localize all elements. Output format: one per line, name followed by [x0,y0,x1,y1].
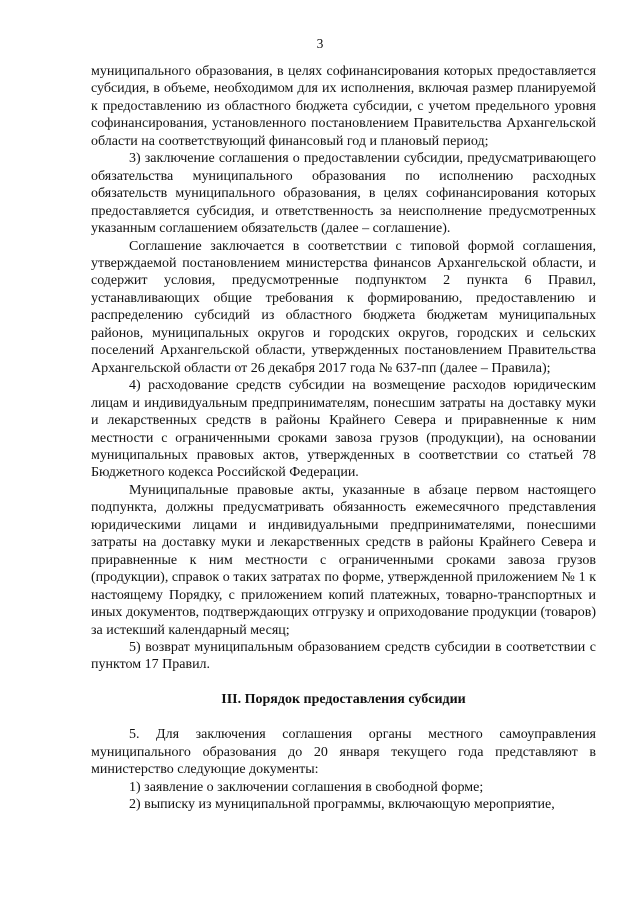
paragraph-continuation: муниципального образования, в целях софинансирования которых предоставляется субсидия, в объеме, необходимом для их исполнения, включая размер планируемой к предоставлению из областного бюджета субсидии, с учетом предельного уровня софинансирования, установленного постановлением Правительства Архангельской области на соответствующий финансовый год и плановый период; [91,64,596,149]
paragraph-clause-5-item-1: 1) заявление о заключении соглашения в свободной форме; [129,779,484,795]
paragraph-agreement: Соглашение заключается в соответствии с типовой формой соглашения, утверждаемой постановлением министерства финансов Архангельской области, и содержит условия, предусмотренные подпунктом 2 пункта 6 Правил, устанавливающих общие требования к формированию, предоставлению и распределению субсидий из областного бюджета бюджетам муниципальных районов, муниципальных округов и городских округов, городских и сельских поселений Архангельской области, утвержденных постановлением Правительства Архангельской области от 26 декабря 2017 года № 637-пп (далее – Правила); [91,238,596,376]
page-number: 3 [316,36,324,51]
section-heading: III. Порядок предоставления субсидии [221,691,466,707]
paragraph-clause-5: 5. Для заключения соглашения органы местного самоуправления муниципального образования до 20 января текущего года представляют в министерство следующие документы: [91,727,596,778]
paragraph-item-5: 5) возврат муниципальным образованием средств субсидии в соответствии с пунктом 17 Правил. [91,639,596,673]
paragraph-item-4: 4) расходование средств субсидии на возмещение расходов юридическим лицам и индивидуальным предпринимателям, понесшим затраты на доставку муки и лекарственных средств в районы Крайнего Севера и приравненные к ним местности с ограниченными сроками завоза грузов (продукции), на основании муниципальных правовых актов, утвержденных в соответствии со статьей 78 Бюджетного кодекса Российской Федерации. [91,378,596,481]
document-body [91,63,596,814]
paragraph-clause-5-item-2: 2) выписку из муниципальной программы, включающую мероприятие, [129,797,555,813]
paragraph-municipal-acts: Муниципальные правовые акты, указанные в абзаце первом настоящего подпункта, должны предусматривать обязанность ежемесячного представления юридическими лицами и индивидуальными предпринимателями, понесшими затраты на доставку муки и лекарственных средств в районы Крайнего Севера и приравненные к ним местности с ограниченными сроками завоза грузов (продукции), справок о таких затратах по форме, утвержденной приложением № 1 к настоящему Порядку, с приложением копий платежных, товарно-транспортных и иных документов, подтверждающих отгрузку и оприходование продукции (товаров) за истекший календарный месяц; [91,482,596,638]
paragraph-item-3: 3) заключение соглашения о предоставлении субсидии, предусматривающего обязательства муниципального образования по исполнению расходных обязательств муниципального образования, в целях софинансирования которых предоставляется субсидия, и ответственность за неисполнение предусмотренных указанным соглашением обязательств (далее – соглашение). [91,151,596,237]
